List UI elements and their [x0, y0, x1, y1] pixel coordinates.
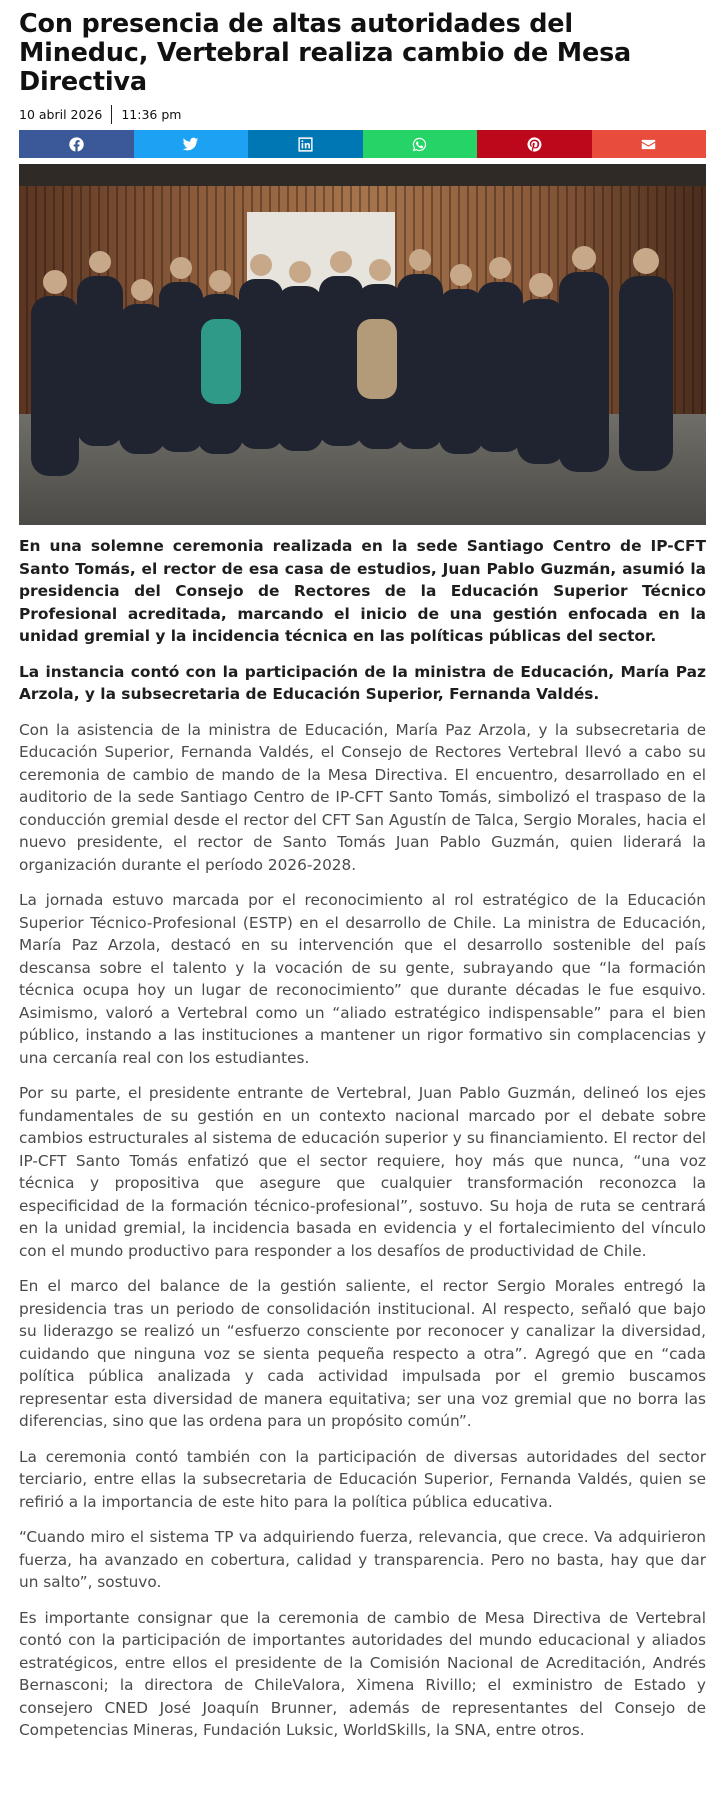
article-title: Con presencia de altas autoridades del Mineduc, Vertebral realiza cambio de Mesa Directiva	[19, 9, 632, 97]
twitter-icon	[182, 136, 199, 153]
share-whatsapp-button[interactable]	[363, 130, 478, 158]
share-twitter-button[interactable]	[134, 130, 249, 158]
share-email-button[interactable]	[592, 130, 707, 158]
body-paragraph-5: La ceremonia contó también con la participación de diversas autoridades del sector terciario, entre ellas la subsecretaria de Educación Superior, Fernanda Valdés, quien se refirió a la importancia de este hito para la política pública educativa.	[19, 1447, 706, 1511]
lead-paragraph-2: La instancia contó con la participación de la ministra de Educación, María Paz Arzola, y la subsecretaria de Educación Superior, Fernanda Valdés.	[19, 662, 706, 703]
whatsapp-icon	[411, 136, 428, 153]
share-bar	[19, 130, 706, 158]
body-paragraph-7: Es importante consignar que la ceremonia de cambio de Mesa Directiva de Vertebral contó con la participación de importantes autoridades del mundo educacional y aliados estratégicos, entre ellos el presidente de la Comisión Nacional de Acreditación, Andrés Bernasconi; la directora de ChileValora, Ximena Rivillo; el exministro de Estado y consejero CNED José Joaquín Brunner, además de representantes del Consejo de Competencias Mineras, Fundación Luksic, WorldSkills, la SNA, entre otros.	[19, 1608, 706, 1739]
article-time: 11:36 pm	[121, 106, 182, 122]
body-paragraph-1: Con la asistencia de la ministra de Educación, María Paz Arzola, y la subsecretaria de Educación Superior, Fernanda Valdés, el Consejo de Rectores Vertebral llevó a cabo su ceremonia de cambio de mando de la Mesa Directiva. El encuentro, desarrollado en el auditorio de la sede Santiago Centro de IP-CFT Santo Tomás, simbolizó el traspaso de la conducción gremial desde el rector del CFT San Agustín de Talca, Sergio Morales, hacia el nuevo presidente, el rector de Santo Tomás Juan Pablo Guzmán, quien liderará la organización durante el período 2026-2028.	[19, 720, 706, 874]
linkedin-icon	[297, 136, 314, 153]
share-pinterest-button[interactable]	[477, 130, 592, 158]
group-photo-image	[19, 164, 706, 525]
body-paragraph-2: La jornada estuvo marcada por el reconocimiento al rol estratégico de la Educación Superior Técnico-Profesional (ESTP) en el desarrollo de Chile. La ministra de Educación, María Paz Arzola, destacó en su intervención que el desarrollo sostenible del país descansa sobre el talento y la vocación de su gente, subrayando que “la formación técnica ocupa hoy un lugar de reconocimiento” que durante décadas le fue esquivo. Asimismo, valoró a Vertebral como un “aliado estratégico indispensable” para el bien público, instando a las instituciones a mantener un rigor formativo sin complacencias y una cercanía real con los estudiantes.	[19, 891, 706, 1067]
share-linkedin-button[interactable]	[248, 130, 363, 158]
group-photo	[19, 164, 706, 525]
envelope-icon	[640, 136, 657, 153]
share-facebook-button[interactable]	[19, 130, 134, 158]
body-paragraph-4: En el marco del balance de la gestión saliente, el rector Sergio Morales entregó la presidencia tras un periodo de consolidación institucional. Al respecto, señaló que bajo su liderazgo se realizó un “esfuerzo consciente por reconocer y canalizar la diversidad, cuidando que ninguna voz se sienta pequeña respecto a otra”. Agregó que en “cada política pública analizada y cada actividad impulsada por el gremio buscamos representar esta diversidad de manera equitativa; ser una voz gremial que no borra las diferencias, sino que las ordena para un propósito común”.	[19, 1277, 706, 1430]
body-paragraph-6: “Cuando miro el sistema TP va adquiriendo fuerza, relevancia, que crece. Va adquirieron fuerza, ha avanzado en cobertura, calidad y transparencia. Pero no basta, hay que dar un salto”, sostuvo.	[19, 1528, 706, 1591]
article-meta	[19, 104, 706, 124]
body-paragraph-3: Por su parte, el presidente entrante de Vertebral, Juan Pablo Guzmán, delineó los ejes fundamentales de su gestión en un contexto nacional marcado por el debate sobre cambios estructurales al sistema de educación superior y su financiamiento. El rector del IP-CFT Santo Tomás enfatizó que el sector requiere, hoy más que nunca, “una voz técnica y propositiva que asegure que cualquier transformación reconozca la especificidad de la formación técnico-profesional”, sostuvo. Su hoja de ruta se centrará en la unidad gremial, la incidencia basada en evidencia y el fortalecimiento del vínculo con el mundo productivo para responder a los desafíos de productividad de Chile.	[19, 1084, 706, 1260]
facebook-icon	[68, 136, 85, 153]
meta-divider	[111, 105, 112, 124]
pinterest-icon	[526, 136, 543, 153]
article-date: 10 abril 2026	[19, 106, 103, 122]
lead-paragraph-1: En una solemne ceremonia realizada en la sede Santiago Centro de IP-CFT Santo Tomás, el rector de esa casa de estudios, Juan Pablo Guzmán, asumió la presidencia del Consejo de Rectores de la Educación Superior Técnico Profesional acreditada, marcando el inicio de una gestión enfocada en la unidad gremial y la incidencia técnica en las políticas públicas del sector.	[19, 537, 706, 645]
